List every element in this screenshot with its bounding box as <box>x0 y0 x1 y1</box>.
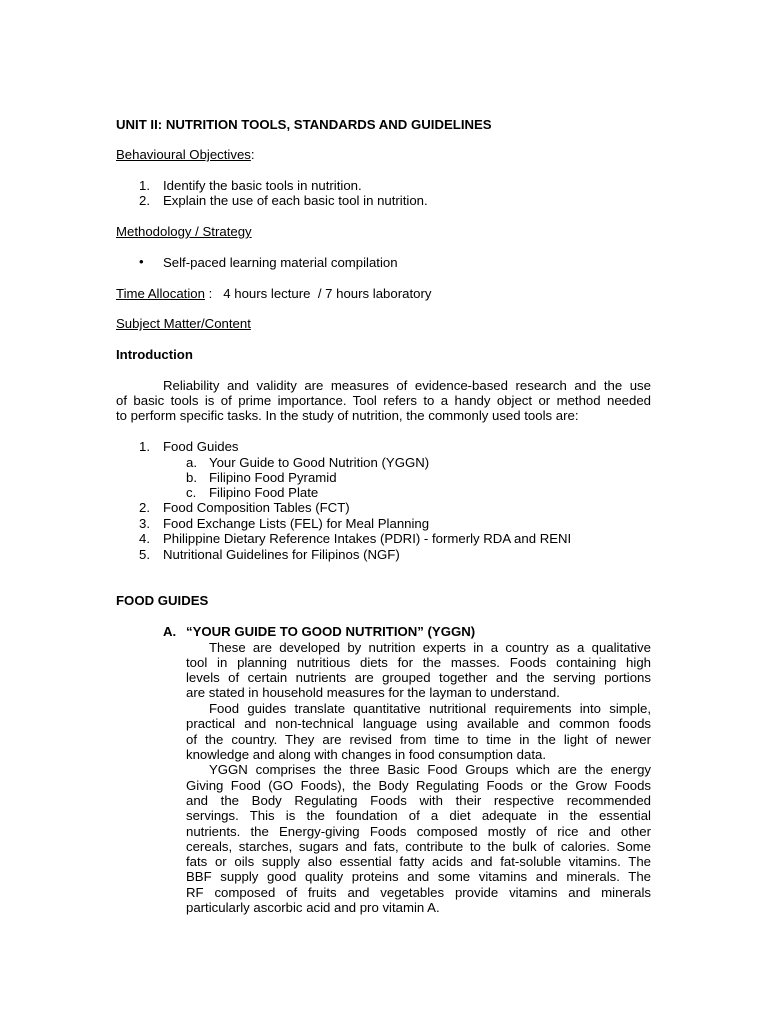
food-guides-heading: FOOD GUIDES <box>116 593 209 608</box>
introduction-line: Reliability and validity are measures of evidence-based research and the use <box>163 378 651 393</box>
tools-list-text: Food Exchange Lists (FEL) for Meal Planning <box>163 516 430 531</box>
time-allocation-label: Time Allocation <box>116 286 205 301</box>
section-a-title: “YOUR GUIDE TO GOOD NUTRITION” (YGGN) <box>186 624 476 639</box>
paragraph-line: YGGN comprises the three Basic Food Groups which are the energy <box>209 762 651 777</box>
paragraph-line: of the country. They are revised from time to time in the light of newer <box>186 732 651 747</box>
paragraph-line: are stated in household measures for the layman to understand. <box>186 685 560 700</box>
tools-list-number: 1. <box>139 439 150 454</box>
paragraph-line: and the Body Regulating Foods with their respective recommended <box>186 793 651 808</box>
paragraph-line: tool in planning nutritious diets for the masses. Foods containing high <box>186 655 651 670</box>
objective-text: Explain the use of each basic tool in nutrition. <box>163 193 428 208</box>
methodology-item: Self-paced learning material compilation <box>163 255 398 270</box>
paragraph-line: knowledge and along with changes in food consumption data. <box>186 747 546 762</box>
tools-sublist-letter: c. <box>186 485 197 500</box>
tools-list-text: Food Guides <box>163 439 239 454</box>
tools-list-text: Philippine Dietary Reference Intakes (PDRI) - formerly RDA and RENI <box>163 531 572 546</box>
tools-list-text: Food Composition Tables (FCT) <box>163 500 350 515</box>
paragraph-line: RF composed of fruits and vegetables provide vitamins and minerals <box>186 885 651 900</box>
section-a-label: A. <box>163 624 177 639</box>
unit-title: UNIT II: NUTRITION TOOLS, STANDARDS AND GUIDELINES <box>116 117 492 132</box>
subject-matter-heading: Subject Matter/Content <box>116 316 251 331</box>
paragraph-line: fats or oils supply also essential fatty acids and fat-soluble vitamins. The <box>186 854 651 869</box>
tools-list-number: 4. <box>139 531 150 546</box>
introduction-heading: Introduction <box>116 347 193 362</box>
objective-number: 2. <box>139 193 150 208</box>
objective-text: Identify the basic tools in nutrition. <box>163 178 362 193</box>
paragraph-line: Food guides translate quantitative nutritional requirements into simple, <box>209 701 651 716</box>
tools-list-number: 3. <box>139 516 150 531</box>
paragraph-line: levels of certain nutrients are grouped together and the serving portions <box>186 670 651 685</box>
tools-sublist-letter: a. <box>186 455 197 470</box>
paragraph-line: BBF supply good quality proteins and some vitamins and minerals. The <box>186 869 651 884</box>
tools-sublist-text: Filipino Food Plate <box>209 485 319 500</box>
tools-list-number: 5. <box>139 547 150 562</box>
paragraph-line: cereals, starches, sugars and fats, contribute to the bulk of calories. Some <box>186 839 651 854</box>
methodology-heading: Methodology / Strategy <box>116 224 252 239</box>
tools-list-text: Nutritional Guidelines for Filipinos (NGF) <box>163 547 400 562</box>
paragraph-line: nutrients. the Energy-giving Foods composed mostly of rice and other <box>186 824 651 839</box>
time-allocation <box>116 286 431 301</box>
paragraph-line: servings. This is the foundation of a diet adequate in the essential <box>186 808 651 823</box>
paragraph-line: practical and non-technical language using available and common foods <box>186 716 651 731</box>
tools-list-number: 2. <box>139 500 150 515</box>
tools-sublist-text: Filipino Food Pyramid <box>209 470 337 485</box>
introduction-line: of basic tools is of prime importance. Tool refers to a handy object or method needed <box>116 393 651 408</box>
paragraph-line: These are developed by nutrition experts in a country as a qualitative <box>209 640 651 655</box>
objective-number: 1. <box>139 178 150 193</box>
introduction-line: to perform specific tasks. In the study of nutrition, the commonly used tools are: <box>116 408 579 423</box>
behavioural-colon: : <box>250 147 255 162</box>
time-allocation-value: : 4 hours lecture / 7 hours laboratory <box>204 286 432 301</box>
paragraph-line: particularly ascorbic acid and pro vitamin A. <box>186 900 440 915</box>
behavioural-objectives-heading <box>116 147 255 162</box>
behavioural-objectives-label: Behavioural Objectives <box>116 147 251 162</box>
methodology-bullet: • <box>139 254 144 269</box>
paragraph-line: Giving Food (GO Foods), the Body Regulating Foods or the Grow Foods <box>186 778 651 793</box>
tools-sublist-text: Your Guide to Good Nutrition (YGGN) <box>209 455 430 470</box>
tools-sublist-letter: b. <box>186 470 197 485</box>
